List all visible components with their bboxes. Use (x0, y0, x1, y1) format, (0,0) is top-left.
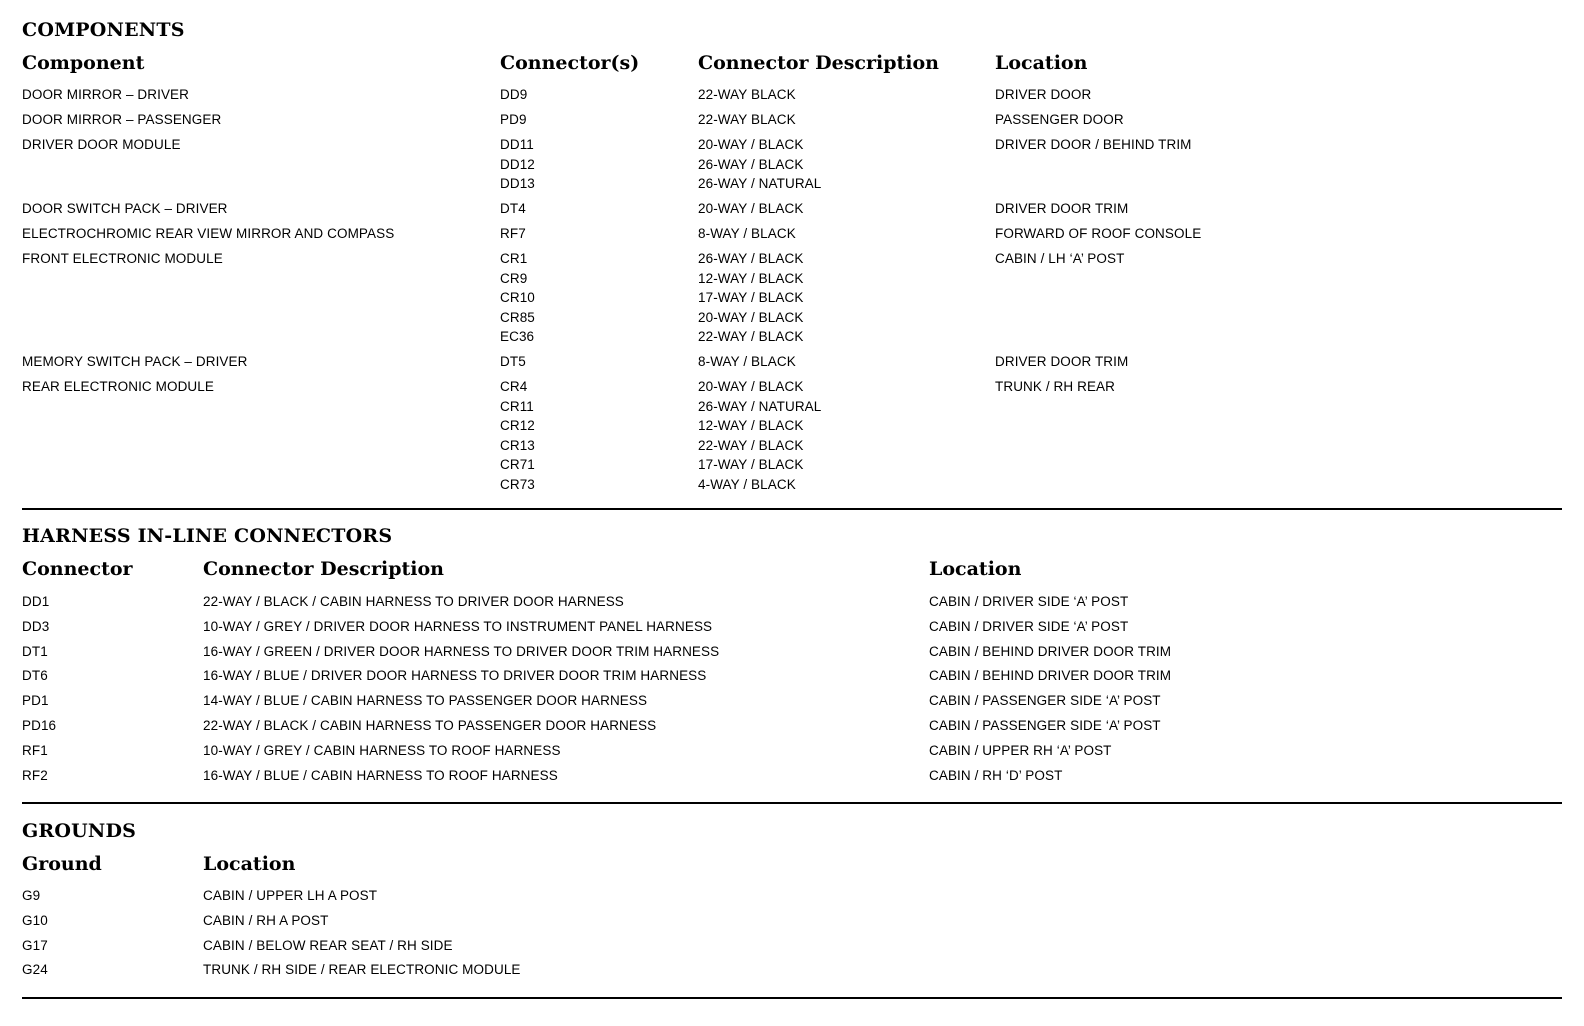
harness-location-cell: CABIN / DRIVER SIDE ‘A’ POST (929, 618, 1129, 634)
connector-id-cell: CR13 (500, 437, 535, 453)
connector-id-cell: CR4 (500, 379, 528, 394)
connector-description-cell: 17-WAY / BLACK (698, 290, 804, 305)
connector-id-cell: PD9 (500, 112, 527, 127)
connector-id-cell: CR12 (500, 418, 535, 433)
connector-description-cell: 20-WAY / BLACK (698, 379, 804, 394)
connector-id-cell: CR73 (500, 476, 535, 492)
ground-id-cell: G10 (22, 912, 48, 928)
connector-description-cell: 4-WAY / BLACK (698, 476, 796, 492)
connector-description-cell: 20-WAY / BLACK (698, 137, 804, 152)
components-section-title: COMPONENTS (22, 19, 185, 41)
grounds-header-ground: Ground (22, 853, 102, 875)
component-location-cell: DRIVER DOOR (995, 87, 1092, 102)
connector-id-cell: EC36 (500, 329, 535, 344)
ground-location-cell: CABIN / RH A POST (203, 912, 329, 928)
components-header-location: Location (995, 52, 1088, 74)
harness-header-location: Location (929, 558, 1022, 580)
harness-location-cell: CABIN / BEHIND DRIVER DOOR TRIM (929, 668, 1172, 684)
harness-connector-cell: PD1 (22, 693, 49, 709)
connector-description-cell: 22-WAY / BLACK (698, 329, 804, 344)
ground-location-cell: TRUNK / RH SIDE / REAR ELECTRONIC MODULE (203, 962, 521, 978)
harness-description-cell: 22-WAY / BLACK / CABIN HARNESS TO PASSENGER DOOR HARNESS (203, 718, 657, 733)
components-header-description: Connector Description (698, 52, 939, 74)
connector-description-cell: 8-WAY / BLACK (698, 354, 796, 369)
section-divider (22, 508, 1562, 510)
connector-id-cell: CR9 (500, 270, 528, 286)
harness-connector-cell: DT6 (22, 668, 48, 684)
components-header-component: Component (22, 52, 145, 74)
connector-description-cell: 26-WAY / BLACK (698, 156, 804, 172)
harness-location-cell: CABIN / RH ‘D’ POST (929, 767, 1063, 783)
connector-id-cell: DD12 (500, 156, 535, 172)
connector-id-cell: DD13 (500, 176, 535, 191)
harness-description-cell: 16-WAY / BLUE / DRIVER DOOR HARNESS TO DRIVER DOOR TRIM HARNESS (203, 668, 707, 684)
section-divider (22, 997, 1562, 999)
connector-description-cell: 22-WAY BLACK (698, 87, 796, 102)
component-location-cell: CABIN / LH ‘A’ POST (995, 251, 1125, 266)
harness-header-description: Connector Description (203, 558, 444, 580)
harness-location-cell: CABIN / DRIVER SIDE ‘A’ POST (929, 594, 1129, 609)
harness-location-cell: CABIN / UPPER RH ‘A’ POST (929, 742, 1112, 758)
ground-location-cell: CABIN / UPPER LH A POST (203, 888, 378, 903)
component-name-cell: DRIVER DOOR MODULE (22, 137, 181, 152)
component-location-cell: DRIVER DOOR TRIM (995, 201, 1129, 216)
component-name-cell: FRONT ELECTRONIC MODULE (22, 251, 223, 266)
section-divider (22, 802, 1562, 804)
connector-description-cell: 17-WAY / BLACK (698, 457, 804, 472)
harness-description-cell: 10-WAY / GREY / CABIN HARNESS TO ROOF HARNESS (203, 742, 561, 758)
ground-id-cell: G9 (22, 888, 41, 903)
connector-description-cell: 12-WAY / BLACK (698, 270, 804, 286)
ground-location-cell: CABIN / BELOW REAR SEAT / RH SIDE (203, 937, 453, 953)
harness-connector-cell: RF1 (22, 742, 48, 758)
harness-description-cell: 14-WAY / BLUE / CABIN HARNESS TO PASSENGER DOOR HARNESS (203, 693, 648, 709)
connector-description-cell: 20-WAY / BLACK (698, 309, 804, 325)
component-name-cell: ELECTROCHROMIC REAR VIEW MIRROR AND COMPASS (22, 226, 395, 241)
harness-connector-cell: DD3 (22, 618, 50, 634)
connector-description-cell: 26-WAY / NATURAL (698, 398, 822, 414)
connector-id-cell: CR10 (500, 290, 535, 305)
harness-section-title: HARNESS IN-LINE CONNECTORS (22, 525, 393, 547)
connector-description-cell: 12-WAY / BLACK (698, 418, 804, 433)
harness-connector-cell: PD16 (22, 718, 57, 733)
harness-header-connector: Connector (22, 558, 133, 580)
connector-id-cell: DT5 (500, 354, 526, 369)
connector-id-cell: DT4 (500, 201, 526, 216)
connector-id-cell: DD11 (500, 137, 534, 152)
component-location-cell: DRIVER DOOR / BEHIND TRIM (995, 137, 1192, 152)
harness-description-cell: 16-WAY / BLUE / CABIN HARNESS TO ROOF HARNESS (203, 767, 558, 783)
harness-location-cell: CABIN / BEHIND DRIVER DOOR TRIM (929, 643, 1172, 659)
component-location-cell: FORWARD OF ROOF CONSOLE (995, 226, 1202, 241)
component-location-cell: DRIVER DOOR TRIM (995, 354, 1129, 369)
connector-description-cell: 26-WAY / BLACK (698, 251, 804, 266)
component-name-cell: DOOR MIRROR – DRIVER (22, 87, 190, 102)
connector-description-cell: 26-WAY / NATURAL (698, 176, 822, 191)
ground-id-cell: G17 (22, 937, 48, 953)
component-name-cell: MEMORY SWITCH PACK – DRIVER (22, 354, 248, 369)
connector-id-cell: CR11 (500, 398, 534, 414)
connector-id-cell: CR71 (500, 457, 535, 472)
component-name-cell: DOOR SWITCH PACK – DRIVER (22, 201, 228, 216)
connector-id-cell: DD9 (500, 87, 528, 102)
connector-description-cell: 20-WAY / BLACK (698, 201, 804, 216)
component-location-cell: PASSENGER DOOR (995, 112, 1124, 127)
harness-location-cell: CABIN / PASSENGER SIDE ‘A’ POST (929, 718, 1161, 733)
harness-connector-cell: DD1 (22, 594, 50, 609)
ground-id-cell: G24 (22, 962, 48, 978)
connector-id-cell: RF7 (500, 226, 526, 241)
harness-description-cell: 22-WAY / BLACK / CABIN HARNESS TO DRIVER DOOR HARNESS (203, 594, 624, 609)
harness-connector-cell: DT1 (22, 643, 48, 659)
harness-connector-cell: RF2 (22, 767, 48, 783)
connector-description-cell: 22-WAY / BLACK (698, 437, 804, 453)
connector-description-cell: 22-WAY BLACK (698, 112, 796, 127)
component-location-cell: TRUNK / RH REAR (995, 379, 1116, 394)
harness-location-cell: CABIN / PASSENGER SIDE ‘A’ POST (929, 693, 1161, 709)
component-name-cell: REAR ELECTRONIC MODULE (22, 379, 214, 394)
connector-id-cell: CR1 (500, 251, 528, 266)
components-header-connectors: Connector(s) (500, 52, 640, 74)
harness-description-cell: 10-WAY / GREY / DRIVER DOOR HARNESS TO INSTRUMENT PANEL HARNESS (203, 618, 713, 634)
component-name-cell: DOOR MIRROR – PASSENGER (22, 112, 222, 127)
connector-id-cell: CR85 (500, 309, 535, 325)
harness-description-cell: 16-WAY / GREEN / DRIVER DOOR HARNESS TO DRIVER DOOR TRIM HARNESS (203, 643, 720, 659)
grounds-section-title: GROUNDS (22, 820, 137, 842)
grounds-header-location: Location (203, 853, 296, 875)
connector-description-cell: 8-WAY / BLACK (698, 226, 796, 241)
